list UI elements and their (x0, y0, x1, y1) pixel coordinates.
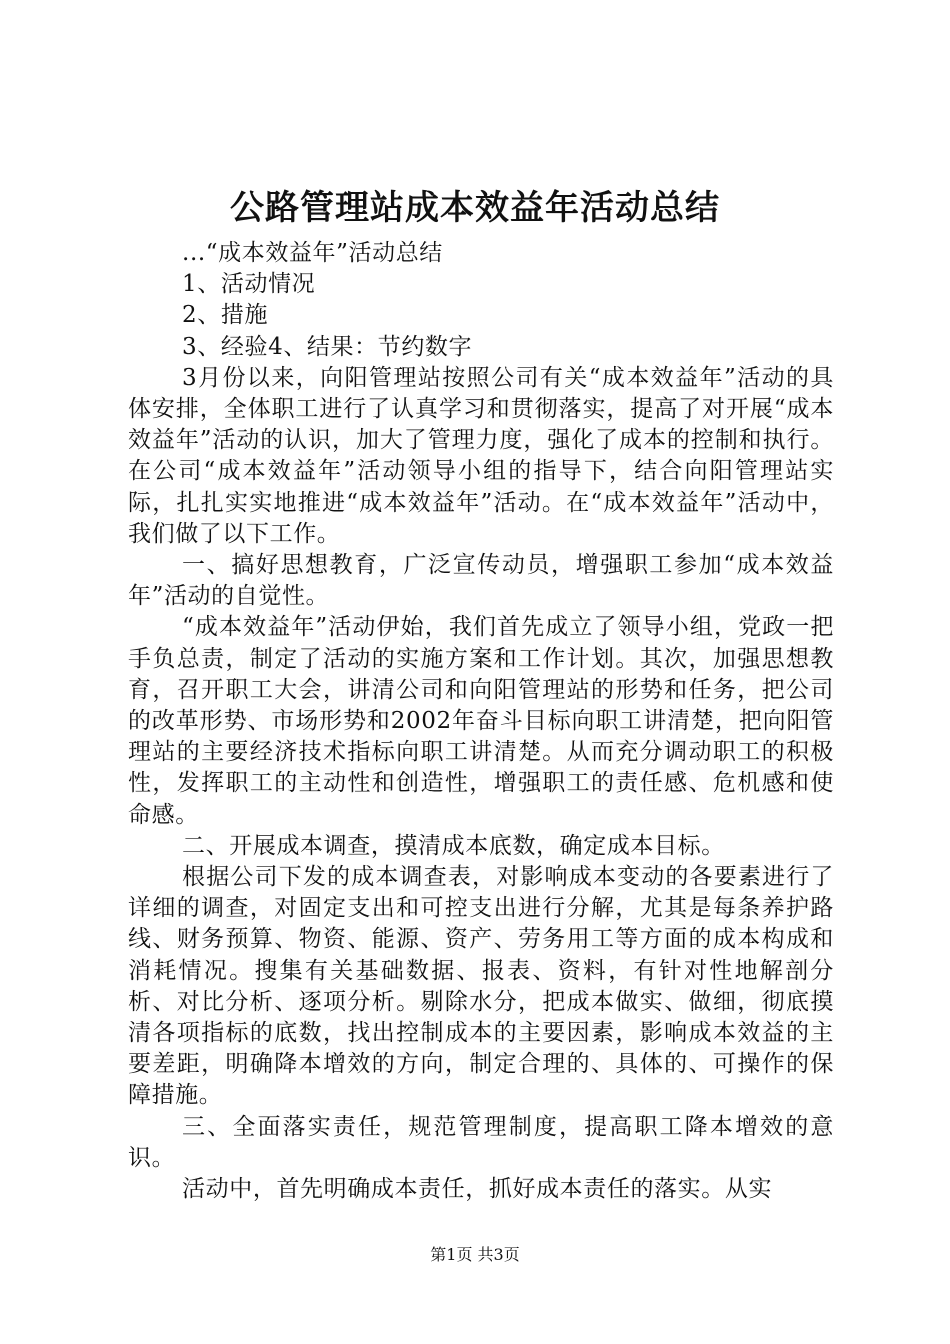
paragraph: 3、经验4、结果：节约数字 (182, 333, 473, 360)
paragraph: ...“成本效益年”活动总结 (182, 240, 443, 266)
page-footer: 第1页 共3页 (430, 1245, 520, 1264)
section-heading-2: 二、开展成本调查，摸清成本底数，确定成本目标。 (182, 832, 725, 859)
section-heading-3: 三、全面落实责任，规范管理制度，提高职工降本增效的意识。 (128, 1113, 834, 1171)
document-title: 公路管理站成本效益年活动总结 (230, 188, 720, 228)
paragraph: 活动中，首先明确成本责任，抓好成本责任的落实。从实 (182, 1176, 773, 1203)
section-heading-1: 一、搞好思想教育，广泛宣传动员，增强职工参加“成本效益年”活动的自觉性。 (128, 552, 834, 610)
document-body (128, 238, 834, 1205)
paragraph: 3月份以来，向阳管理站按照公司有关“成本效益年”活动的具体安排，全体职工进行了认真学习和贯彻落实，提高了对开展“成本效益年”活动的认识，加大了管理力度，强化了成本的控制和执行。在公司“成本效益年”活动领导小组的指导下，结合向阳管理站实际，扎扎实实地推进“成本效益年”活动。在“成本效益年”活动中，我们做了以下工作。 (128, 364, 834, 547)
paragraph: 1、活动情况 (182, 271, 316, 298)
paragraph: “成本效益年”活动伊始，我们首先成立了领导小组，党政一把手负总责，制定了活动的实施方案和工作计划。其次，加强思想教育，召开职工大会，讲清公司和向阳管理站的形势和任务，把公司的改革形势、市场形势和2002年奋斗目标向职工讲清楚，把向阳管理站的主要经济技术指标向职工讲清楚。从而充分调动职工的积极性，发挥职工的主动性和创造性，增强职工的责任感、危机感和使命感。 (128, 614, 834, 828)
paragraph: 根据公司下发的成本调查表，对影响成本变动的各要素进行了详细的调查，对固定支出和可控支出进行分解，尤其是每条养护路线、财务预算、物资、能源、资产、劳务用工等方面的成本构成和消耗情况。搜集有关基础数据、报表、资料，有针对性地解剖分析、对比分析、逐项分析。剔除水分，把成本做实、做细，彻底摸清各项指标的底数，找出控制成本的主要因素，影响成本效益的主要差距，明确降本增效的方向，制定合理的、具体的、可操作的保障措施。 (128, 864, 834, 1109)
paragraph: 2、措施 (182, 302, 269, 329)
